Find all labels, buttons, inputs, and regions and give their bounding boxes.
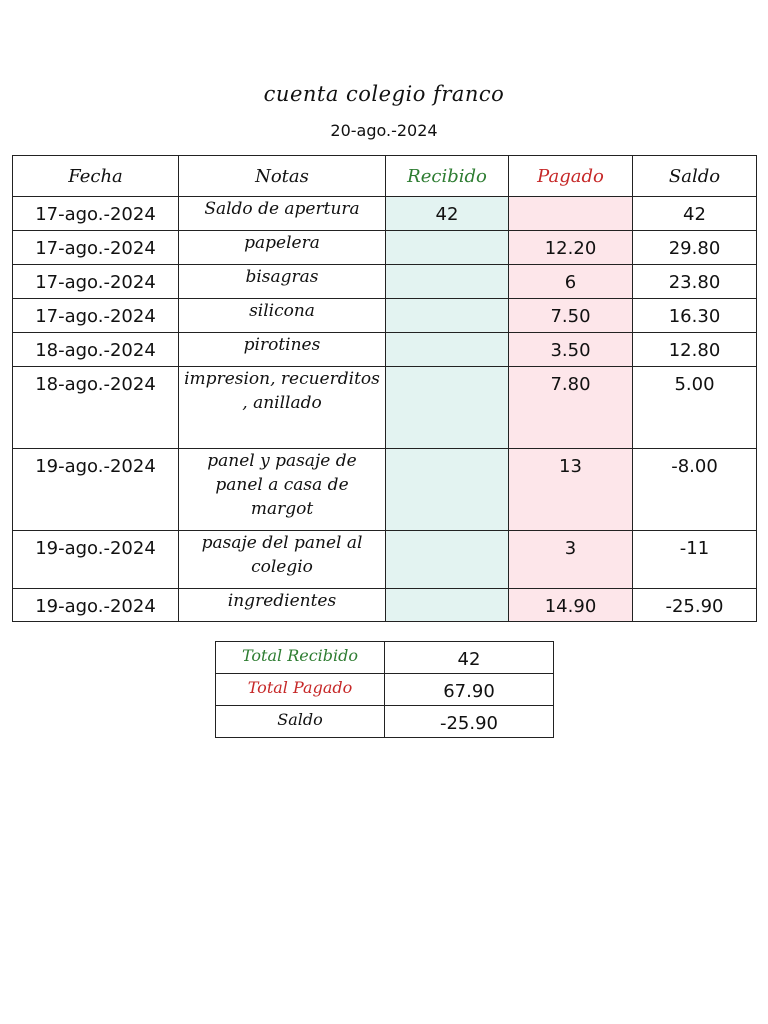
cell-pagado: 7.80	[509, 367, 633, 449]
document-date: 20-ago.-2024	[330, 121, 438, 140]
cell-pagado	[509, 197, 633, 231]
cell-recibido	[386, 265, 509, 299]
cell-notas: impresion, recuerditos , anillado	[179, 367, 386, 449]
cell-saldo: 5.00	[633, 367, 757, 449]
document-title: cuenta colegio franco	[263, 82, 505, 106]
cell-notas: Saldo de apertura	[179, 197, 386, 231]
header-notas: Notas	[179, 156, 386, 197]
cell-pagado: 3.50	[509, 333, 633, 367]
cell-recibido	[386, 231, 509, 265]
cell-saldo: 29.80	[633, 231, 757, 265]
total-recibido-value: 42	[385, 642, 554, 674]
table-row	[13, 299, 757, 333]
cell-fecha: 17-ago.-2024	[13, 197, 179, 231]
cell-notas: pasaje del panel al colegio	[179, 531, 386, 589]
cell-recibido	[386, 449, 509, 531]
header-fecha: Fecha	[13, 156, 179, 197]
cell-recibido	[386, 589, 509, 622]
cell-saldo: -11	[633, 531, 757, 589]
total-pagado-value: 67.90	[385, 674, 554, 706]
cell-fecha: 19-ago.-2024	[13, 449, 179, 531]
cell-notas: pirotines	[179, 333, 386, 367]
cell-fecha: 17-ago.-2024	[13, 231, 179, 265]
table-row	[13, 231, 757, 265]
cell-pagado: 7.50	[509, 299, 633, 333]
saldo-value: -25.90	[385, 706, 554, 738]
table-row	[13, 265, 757, 299]
cell-fecha: 19-ago.-2024	[13, 531, 179, 589]
cell-pagado: 14.90	[509, 589, 633, 622]
cell-saldo: -8.00	[633, 449, 757, 531]
total-pagado-label: Total Pagado	[216, 674, 385, 706]
cell-notas: papelera	[179, 231, 386, 265]
cell-recibido	[386, 531, 509, 589]
summary-row-total-recibido	[216, 642, 554, 674]
header-saldo: Saldo	[633, 156, 757, 197]
cell-notas: panel y pasaje de panel a casa de margot	[179, 449, 386, 531]
cell-recibido	[386, 367, 509, 449]
summary-row-total-pagado	[216, 674, 554, 706]
cell-pagado: 3	[509, 531, 633, 589]
total-recibido-label: Total Recibido	[216, 642, 385, 674]
cell-fecha: 18-ago.-2024	[13, 333, 179, 367]
cell-fecha: 19-ago.-2024	[13, 589, 179, 622]
table-row	[13, 449, 757, 531]
table-row	[13, 333, 757, 367]
cell-saldo: -25.90	[633, 589, 757, 622]
table-row	[13, 197, 757, 231]
cell-recibido: 42	[386, 197, 509, 231]
cell-saldo: 23.80	[633, 265, 757, 299]
cell-pagado: 6	[509, 265, 633, 299]
cell-pagado: 13	[509, 449, 633, 531]
cell-recibido	[386, 299, 509, 333]
ledger-header-row	[13, 156, 757, 197]
cell-notas: ingredientes	[179, 589, 386, 622]
cell-saldo: 12.80	[633, 333, 757, 367]
cell-notas: bisagras	[179, 265, 386, 299]
summary-row-saldo	[216, 706, 554, 738]
cell-notas: silicona	[179, 299, 386, 333]
cell-fecha: 17-ago.-2024	[13, 265, 179, 299]
summary-table	[215, 641, 554, 738]
table-row	[13, 589, 757, 622]
table-row	[13, 367, 757, 449]
cell-fecha: 18-ago.-2024	[13, 367, 179, 449]
ledger-table	[12, 155, 757, 622]
cell-saldo: 42	[633, 197, 757, 231]
header-recibido: Recibido	[386, 156, 509, 197]
cell-fecha: 17-ago.-2024	[13, 299, 179, 333]
cell-saldo: 16.30	[633, 299, 757, 333]
cell-pagado: 12.20	[509, 231, 633, 265]
table-row	[13, 531, 757, 589]
header-pagado: Pagado	[509, 156, 633, 197]
cell-recibido	[386, 333, 509, 367]
saldo-label: Saldo	[216, 706, 385, 738]
